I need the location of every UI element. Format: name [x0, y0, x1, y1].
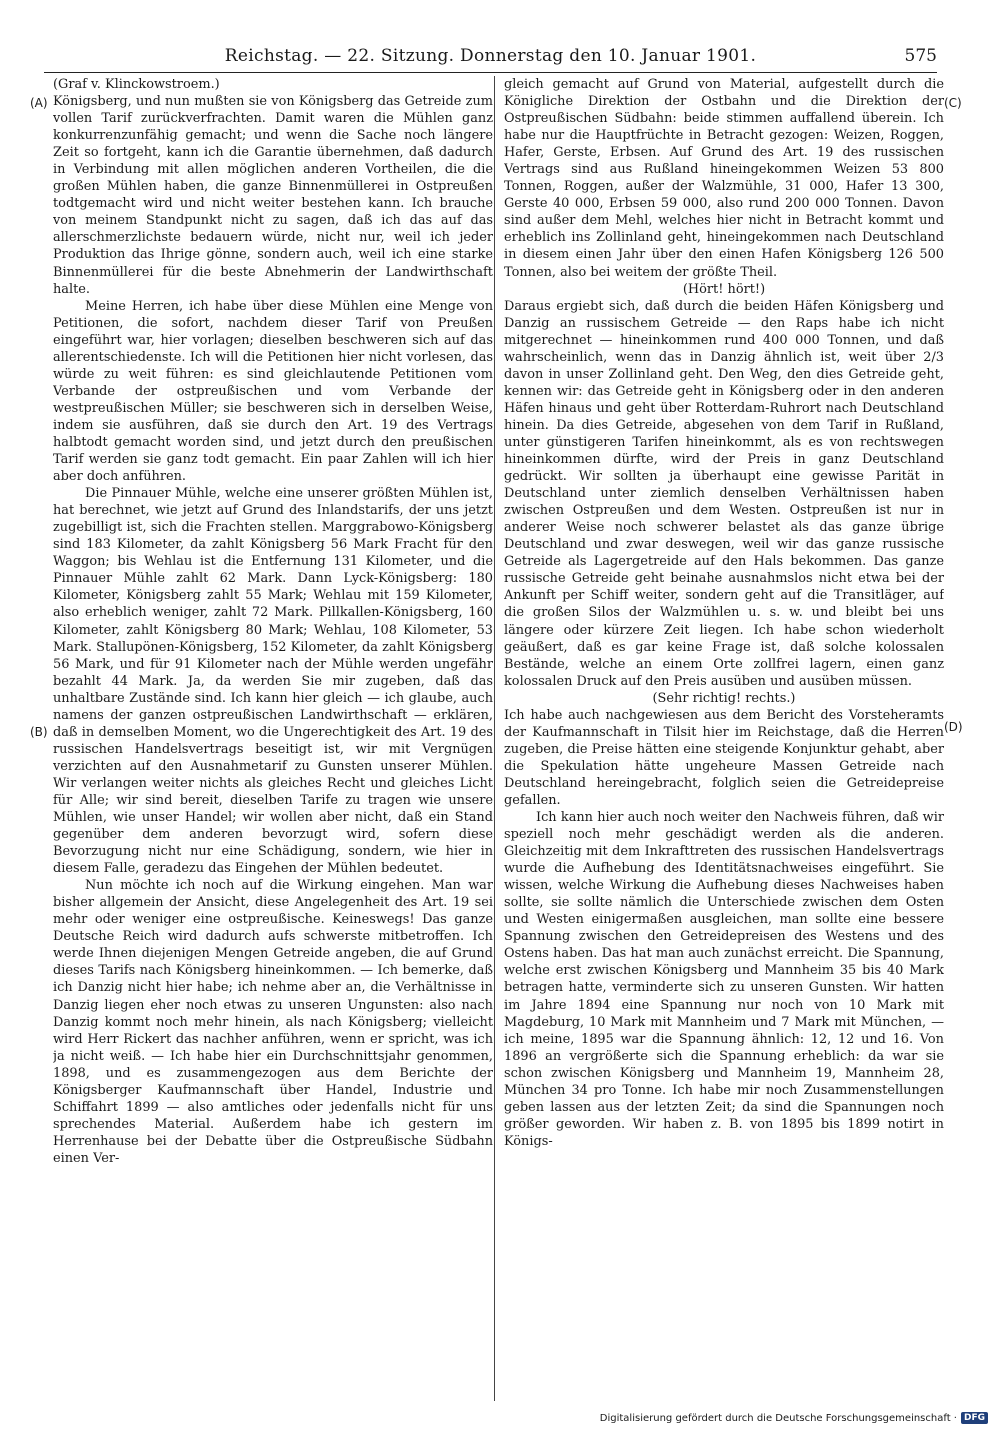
paragraph: Ich kann hier auch noch weiter den Nachweis führen, daß wir speziell noch mehr geschädigt werden als die anderen. Gleichzeitig mit dem Inkrafttreten des russischen Handelsvertrags wurde die Aufhebung des Identitätsnachweises eingeführt. Sie wissen, welche Wirkung die Aufhebung dieses Nachweises haben sollte, sie sollte nämlich die Unterschiede zwischen dem Osten und Westen einigermaßen ausgleichen, man sollte eine bessere Spannung zwischen den Getreidepreisen des Westens und des Ostens haben. Das hat man auch zunächst erreicht. Die Spannung, welche erst zwischen Königsberg und Mannheim 35 bis 40 Mark betragen hatte, verminderte sich zu unseren Gunsten. Wir hatten im Jahre 1894 eine Spannung nur noch von 10 Mark mit Magdeburg, 10 Mark mit Mannheim und 7 Mark mit München, — ich meine, 1895 war die Spannung ähnlich: 12, 12 und 16. Von 1896 an vergrößerte sich die Spannung erheblich: da war sie schon zwischen Königsberg und Mannheim 19, Mannheim 28, München 34 pro Tonne. Ich habe mir noch Zusammenstellungen geben lassen aus der letzten Zeit; da sind die Spannungen noch größer geworden. Wir haben z. B. von 1895 bis 1899 notirt in Königs-	[504, 810, 944, 1149]
paragraph: Meine Herren, ich habe über diese Mühlen eine Menge von Petitionen, die sofort, nachdem dieser Tarif von Preußen eingeführt war, hier vorlagen; dieselben beschweren sich auf das allerentschiedenste. Ich will die Petitionen hier nicht vorlesen, das würde zu weit führen: es sind gleichlautende Petitionen vom Verbande der ostpreußischen und vom Verbande der westpreußischen Müller; sie beschweren sich in derselben Weise, indem sie ausführen, daß sie durch den Art. 19 des Vertrags halbtodt gemacht worden sind, und jetzt durch den preußischen Tarif werden sie ganz todt gemacht. Ein paar Zahlen will ich hier aber doch anführen.	[53, 298, 493, 485]
left-text-column	[53, 76, 493, 1401]
paragraph: Nun möchte ich noch auf die Wirkung eingehen. Man war bisher allgemein der Ansicht, diese Angelegenheit des Art. 19 sei mehr oder weniger eine ostpreußische. Keineswegs! Das ganze Deutsche Reich wird dadurch aufs schwerste mitbetroffen. Ich werde Ihnen diejenigen Mengen Getreide angeben, die auf Grund dieses Tarifs nach Königsberg hineinkommen. — Ich bemerke, daß ich Danzig nicht hier habe; ich nehme aber an, die Verhältnisse in Danzig liegen eher noch etwas zu unseren Ungunsten: also nach Danzig kommt noch mehr hinein, als nach Königsberg; vielleicht wird Herr Rickert das nachher anführen, wenn er spricht, was ich ja nicht weiß. — Ich habe hier ein Durchschnittsjahr genommen, 1898, und es zusammengezogen aus dem Berichte der Königsberger Kaufmannschaft über Handel, Industrie und Schiffahrt 1899 — also amtliches oder jedenfalls nicht für uns sprechendes Material. Außerdem habe ich gestern im Herrenhause bei der Debatte über die Ostpreußische Südbahn einen Ver-	[53, 878, 493, 1166]
footer-credit	[600, 1412, 988, 1424]
margin-marker-b: (B)	[30, 725, 48, 739]
page-number: 575	[904, 46, 937, 66]
paragraph: Ich habe auch nachgewiesen aus dem Bericht des Vorsteheramts der Kaufmannschaft in Tilsit hier im Reichstage, daß die Herren zugeben, die Preise hätten eine steigende Konjunktur gehabt, aber die Spekulation hätte ungeheure Massen Getreide nach Deutschland hereingebracht, folglich seien die Getreidepreise gefallen.	[504, 707, 944, 808]
margin-marker-c: (C)	[944, 96, 962, 110]
margin-marker-d: (D)	[944, 720, 963, 734]
interjection: (Hört! hört!)	[682, 281, 766, 297]
paragraph: Königsberg, und nun mußten sie von Königsberg das Getreide zum vollen Tarif zurückverfrachten. Damit waren die Mühlen ganz konkurrenzunfähig gemacht; und wenn die Sache noch längere Zeit so fortgeht, kann ich die Garantie übernehmen, daß dadurch in Verbindung mit allen möglichen anderen Vortheilen, die die großen Mühlen haben, die ganze Binnenmüllerei in Ostpreußen todtgemacht wird und nicht weiter bestehen kann. Ich brauche von meinem Standpunkt nicht zu sagen, daß ich das auf das allerschmerzlichste bedauern würde, nicht nur, weil ich jeder Produktion das Ihrige gönne, sondern auch, weil ich eine starke Binnenmüllerei für die beste Abnehmerin der Landwirthschaft halte.	[53, 94, 493, 297]
right-text-column	[504, 76, 944, 1401]
footer-text: Digitalisierung gefördert durch die Deutsche Forschungsgemeinschaft ·	[599, 1412, 957, 1424]
interjection: (Sehr richtig! rechts.)	[652, 690, 796, 706]
margin-marker-a: (A)	[30, 96, 48, 110]
paragraph: Daraus ergiebt sich, daß durch die beiden Häfen Königsberg und Danzig an russischem Getreide — den Raps habe ich nicht mitgerechnet — hineinkommen rund 400 000 Tonnen, und daß wahrscheinlich, wenn das in Danzig ähnlich ist, weit über 2/3 davon in unser Zollinland geht. Den Weg, den dies Getreide geht, kennen wir: das Getreide geht in Königsberg oder in den anderen Häfen hinaus und geht über Rotterdam-Ruhrort nach Deutschland hinein. Da dies Getreide, abgesehen von dem Tarif in Rußland, unter günstigeren Tarifen hineinkommt, als es von rechtswegen hineinkommen dürfte, wird der Preis in ganz Deutschland gedrückt. Wir sollten ja überhaupt eine gewisse Parität in Deutschland unter ziemlich denselben Verhältnissen haben zwischen Ostpreußen und dem Westen. Ostpreußen ist nur in anderer Weise noch schwerer belastet als das ganze übrige Deutschland und zwar deswegen, weil wir das ganze russische Getreide als Lagergetreide auf den Hals bekommen. Das ganze russische Getreide geht beinahe ausnahmslos nicht etwa bei der Ankunft per Schiff weiter, sondern geht auf die Transitläger, auf die großen Silos der Walzmühlen u. s. w. und bleibt bei uns längere oder kürzere Zeit liegen. Ich habe schon wiederholt geäußert, daß es gar keine Frage ist, daß solche kolossalen Bestände, welche an einem Orte zollfrei lagern, einen ganz kolossalen Druck auf den Preis ausüben und ausüben müssen.	[504, 298, 944, 689]
paragraph: Die Pinnauer Mühle, welche eine unserer größten Mühlen ist, hat berechnet, wie jetzt auf Grund des Inlandstarifs, der uns jetzt zugebilligt ist, sich die Frachten stellen. Marggrabowo-Königsberg sind 183 Kilometer, da zahlt Königsberg 56 Mark Fracht für den Waggon; bis Wehlau ist die Entfernung 131 Kilometer, und die Pinnauer Mühle zahlt 62 Mark. Dann Lyck-Königsberg: 180 Kilometer, Königsberg zahlt 55 Mark; Wehlau mit 159 Kilometer, also erheblich weniger, zahlt 72 Mark. Pillkallen-Königsberg, 160 Kilometer, zahlt Königsberg 80 Mark; Wehlau, 108 Kilometer, 53 Mark. Stallupönen-Königsberg, 152 Kilometer, da zahlt Königsberg 56 Mark, und für 91 Kilometer nach der Mühle werden ungefähr bezahlt 44 Mark. Ja, da werden Sie mir zugeben, daß das unhaltbare Zustände sind. Ich kann hier gleich — ich glaube, auch namens der ganzen ostpreußischen Landwirthschaft — erklären, daß in demselben Moment, wo die Ungerechtigkeit des Art. 19 des russischen Handelsvertrags beseitigt ist, wir mit Vergnügen verzichten auf den Ausnahmetarif zu Gunsten unserer Mühlen. Wir verlangen weiter nichts als gleiches Recht und gleiches Licht für Alle; wir sind bereit, dieselben Tarife zu tragen wie unsere Mühlen, wie unser Handel; wir wollen aber nicht, daß ein Stand gegenüber dem anderen bevorzugt wird, sofern diese Bevorzugung nicht nur eine Schädigung, sondern, wie hier in diesem Falle, geradezu das Eingehen der Mühlen bedeutet.	[53, 486, 493, 877]
paragraph: gleich gemacht auf Grund von Material, aufgestellt durch die Königliche Direktion der Ostbahn und die Direktion der Ostpreußischen Südbahn: beide stimmen auffallend überein. Ich habe nur die Hauptfrüchte in Betracht gezogen: Weizen, Roggen, Hafer, Gerste, Erbsen. Auf Grund des Art. 19 des russischen Vertrags sind aus Rußland hineingekommen Weizen 53 800 Tonnen, Roggen, außer der Walzmühle, 31 000, Hafer 13 300, Gerste 40 000, Erbsen 59 000, also rund 200 000 Tonnen. Davon sind außer dem Mehl, welches hier nicht in Betracht kommt und erheblich ins Zollinland geht, hineingekommen nach Deutschland in diesem einen Jahr über den einen Hafen Königsberg 126 500 Tonnen, also bei weitem der größte Theil.	[504, 77, 944, 280]
page-header	[44, 44, 937, 73]
dfg-logo: DFG	[961, 1412, 988, 1424]
speaker-label: (Graf v. Klinckowstroem.)	[53, 77, 220, 92]
column-divider	[494, 76, 495, 1401]
running-title: Reichstag. — 22. Sitzung. Donnerstag den 10. Januar 1901.	[224, 46, 757, 66]
